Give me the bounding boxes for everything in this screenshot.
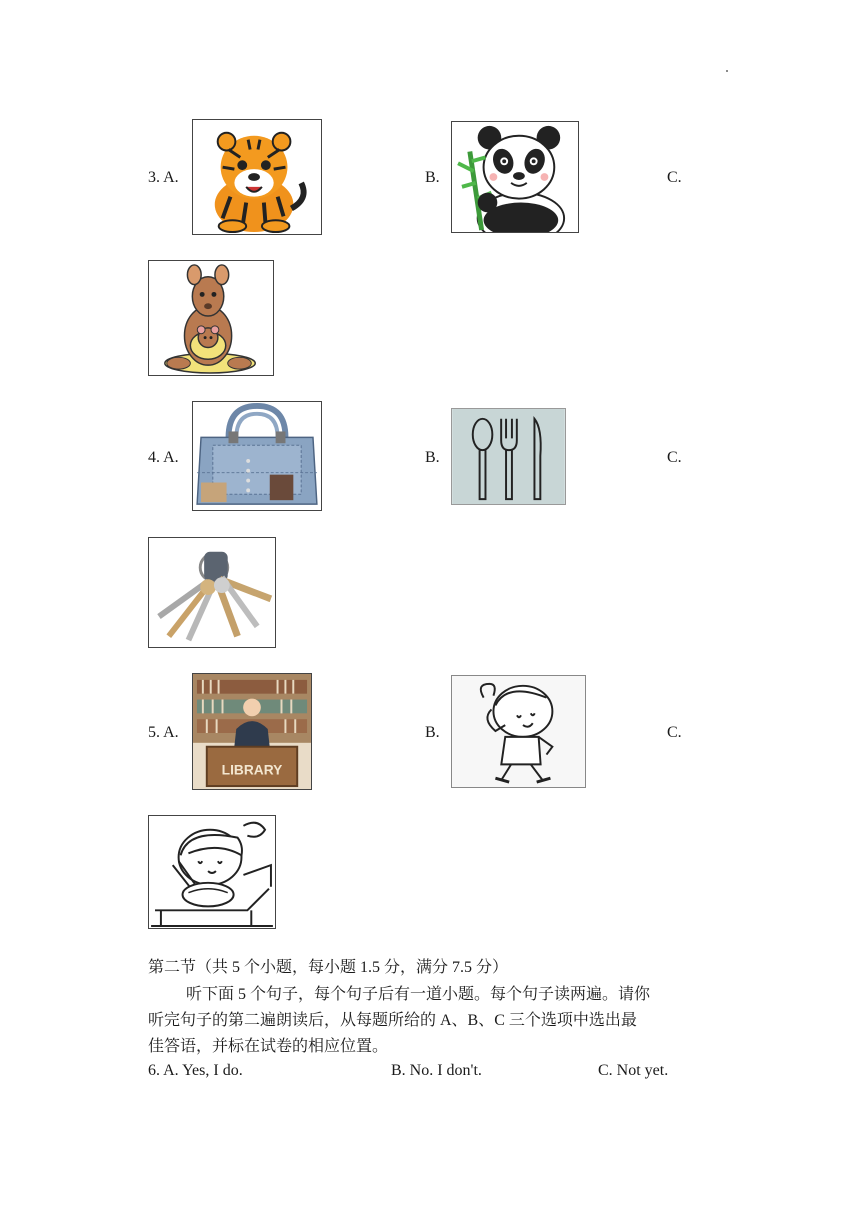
q4-option-a-label: 4. A. [148, 449, 179, 466]
keys-icon[interactable] [148, 537, 276, 648]
instruction-line-3: 佳答语，并标在试卷的相应位置。 [148, 1038, 389, 1055]
q3-option-b-label: B. [425, 169, 440, 186]
kangaroo-icon[interactable] [148, 260, 274, 376]
q6-option-a: 6. A. Yes, I do. [148, 1062, 243, 1079]
panda-icon[interactable] [451, 121, 579, 233]
girl-eating-icon[interactable] [148, 815, 276, 929]
librarian-icon[interactable] [192, 673, 312, 790]
q4-option-b-label: B. [425, 449, 440, 466]
instruction-line-1: 听下面 5 个句子，每个句子后有一道小题。每个句子读两遍。请你 [186, 986, 651, 1003]
q6-option-b: B. No. I don't. [391, 1062, 482, 1079]
q5-option-a-label: 5. A. [148, 724, 179, 741]
q5-option-b-label: B. [425, 724, 440, 741]
instruction-line-2: 听完句子的第二遍朗读后，从每题所给的 A、B、C 三个选项中选出最 [148, 1012, 637, 1029]
q3-option-a-label: 3. A. [148, 169, 179, 186]
denim-bag-icon[interactable] [192, 401, 322, 511]
girl-phone-icon[interactable] [451, 675, 586, 788]
section-heading: 第二节（共 5 个小题，每小题 1.5 分，满分 7.5 分） [148, 959, 509, 976]
q5-option-c-label: C. [667, 724, 682, 741]
page-dot [726, 70, 728, 72]
q3-option-c-label: C. [667, 169, 682, 186]
cutlery-icon[interactable] [451, 408, 566, 505]
library-sign-text: LIBRARY [221, 762, 283, 778]
q4-option-c-label: C. [667, 449, 682, 466]
q6-option-c: C. Not yet. [598, 1062, 669, 1079]
tiger-icon[interactable] [192, 119, 322, 235]
